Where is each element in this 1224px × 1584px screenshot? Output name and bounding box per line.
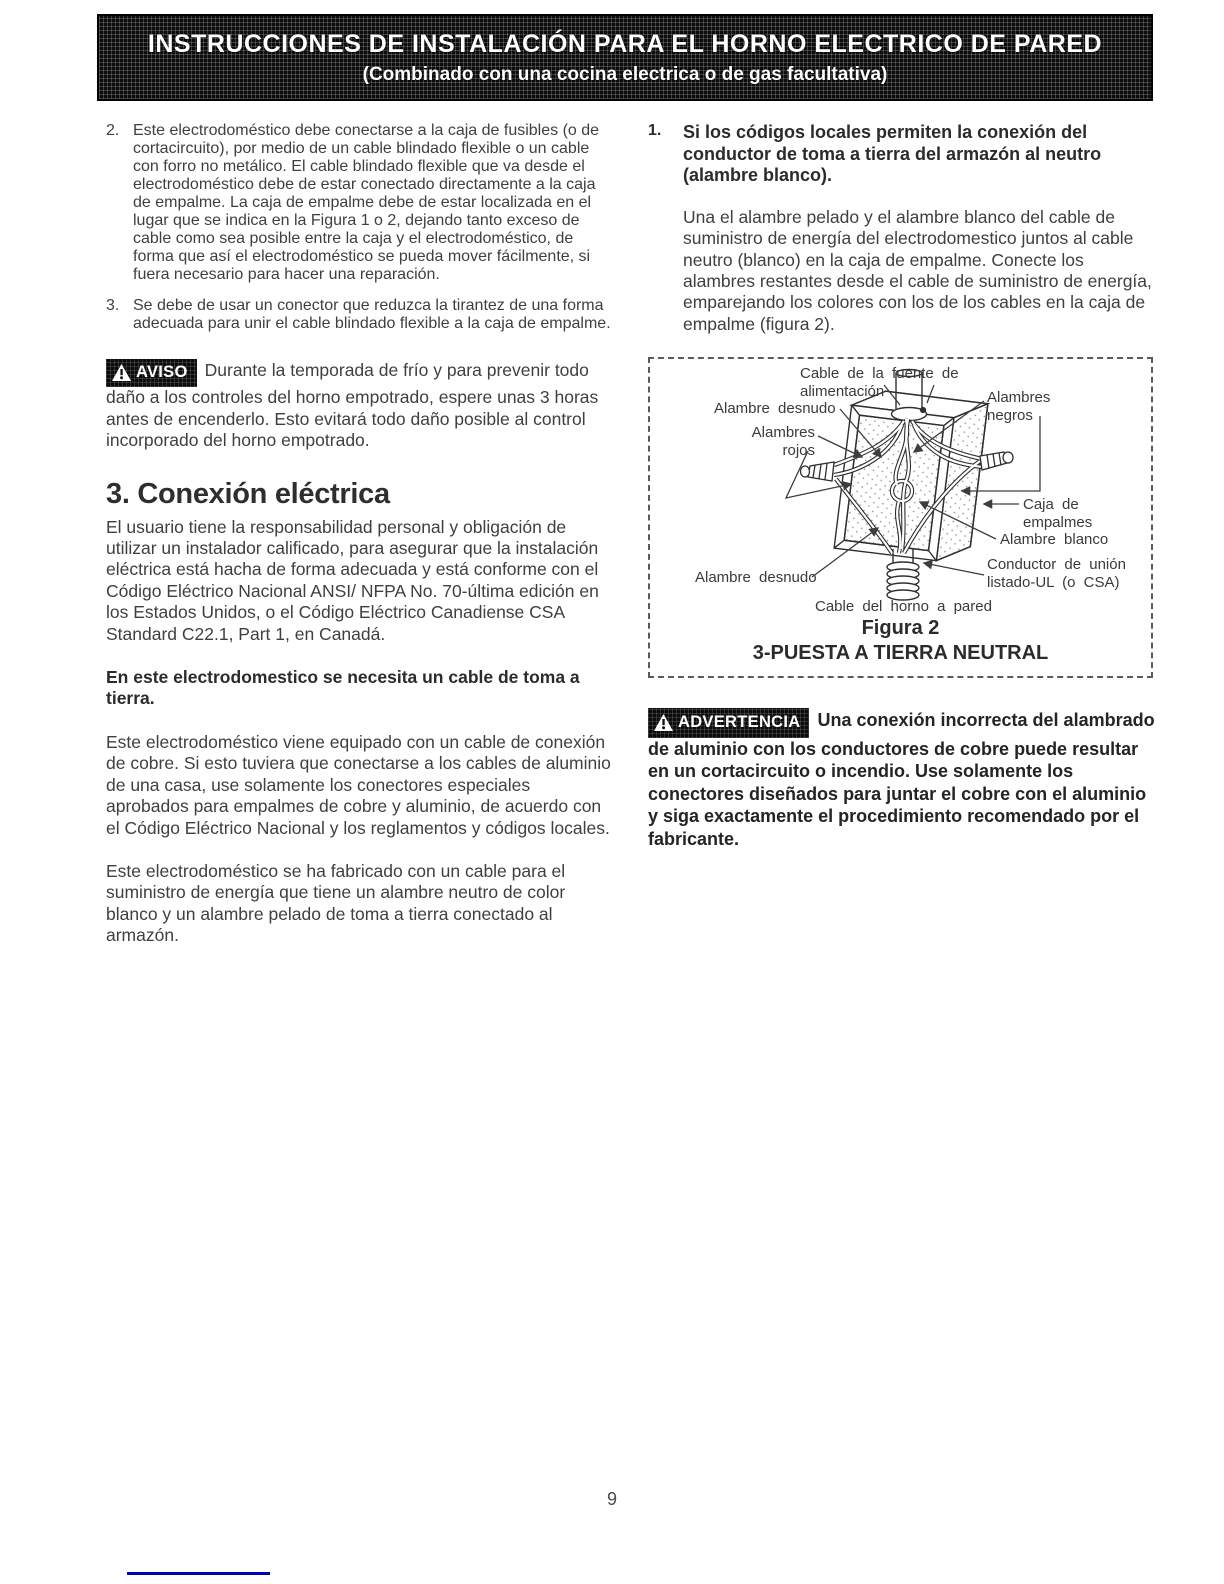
wire-nut-left [801, 462, 835, 481]
electrical-connection-paragraph: El usuario tiene la responsabilidad personal y obligación de utilizar un instalador calificado, para asegurar que la instalación eléctrica está hacha de forma adecuada y está conforme con el Código Eléctrico Nacional ANSI/ NFPA No. 70-última edición en los Estados Unidos, o el Código Eléctrico Canadiense CSA Standard C22.1, Part 1, en Canadá. [106, 516, 599, 644]
right-column [648, 122, 1155, 850]
warning-triangle-icon [112, 364, 131, 381]
page-number: 9 [606, 1489, 617, 1509]
neutral-connection-paragraph: Una el alambre pelado y el alambre blanco del cable de suministro de energía del electrodomestico juntos al cable neutro (blanco) en la caja de empalme. Conecte los alambres restantes desde el cable de suministro de energía, emparejando los colores con los de los cables en la caja de empalme (figura 2). [683, 206, 1152, 334]
aviso-badge-label: AVISO [136, 363, 188, 381]
neutral-wire-paragraph: Este electrodoméstico se ha fabricado con un cable para el suministro de energía que tiene un alambre neutro de color blanco y un alambre pelado de toma a tierra conectado al armazón. [106, 860, 566, 946]
advertencia-text: Una conexión incorrecta del alambrado de aluminio con los conductores de cobre puede resultar en un cortacircuito o incendio. Use solamente los conectores diseñados para juntar el cobre con el aluminio y siga exactamente el procedimiento recomendado por el fabricante. [648, 709, 1155, 849]
footer-accent-line [127, 1572, 270, 1575]
figure-label-junction-box: Caja de empalmes [1023, 496, 1093, 531]
figure-label-bare-wire-bottom: Alambre desnudo [695, 569, 817, 587]
list-item-3-text: Se debe de usar un conector que reduzca la tirantez de una forma adecuada para unir el cable blindado flexible a la caja de empalme. [133, 297, 611, 332]
wire-nut-right [980, 452, 1013, 470]
aviso-text: Durante la temporada de frío y para prevenir todo daño a los controles del horno empotrado, espere unas 3 horas antes de encenderlo. Esto evitará todo daño posible al control incorporado del horno empotrado. [106, 360, 599, 451]
figure-label-white-wire: Alambre blanco [1000, 531, 1109, 549]
figure-2-box [648, 357, 1153, 678]
advertencia-paragraph [648, 708, 1155, 850]
figure-label-black-wires: Alambres negros [987, 389, 1051, 424]
list-item-2-number: 2. [106, 122, 120, 139]
figure-label-bare-wire-top: Alambre desnudo [714, 400, 836, 418]
figure-label-bonding-conductor: Conductor de unión listado-UL (o CSA) [987, 556, 1126, 591]
page-title: INSTRUCCIONES DE INSTALACIÓN PARA EL HORNO ELECTRICO DE PARED [147, 29, 1103, 58]
figure-label-red-wires: Alambres rojos [751, 424, 815, 459]
section-title: 3. Conexión eléctrica [106, 477, 390, 510]
list-item-2 [106, 122, 616, 284]
list-item-1 [648, 122, 1155, 187]
ground-cable-subhead: En este electrodomestico se necesita un cable de toma a tierra. [106, 667, 580, 709]
list-item-1-number: 1. [648, 122, 662, 139]
figure-caption-line2: 3-PUESTA A TIERRA NEUTRAL [752, 642, 1049, 665]
advertencia-badge-label: ADVERTENCIA [678, 713, 801, 732]
aviso-badge [106, 359, 197, 387]
figure-label-oven-cable: Cable del horno a pared [815, 598, 992, 616]
list-item-2-text: Este electrodoméstico debe conectarse a la caja de fusibles (o de cortacircuito), por medio de un cable blindado flexible o un cable con forro no metálico. El cable blindado flexible que va desde el electrodoméstico debe de estar conectado directamente a la caja de empalme. La caja de empalme debe de estar localizada en el lugar que se indica en la Figura 1 o 2, dejando tanto exceso de cable como sea posible entre la caja y el electrodoméstico, de forma que así el electrodoméstico se pueda mover fácilmente, si fuera necesario para hacer una reparación. [133, 122, 600, 283]
list-item-3 [106, 297, 616, 333]
copper-cable-paragraph: Este electrodoméstico viene equipado con un cable de conexión de cobre. Si esto tuviera que conectarse a los cables de aluminio de una casa, use solamente los conectores especiales aprobados para empalmes de cobre y aluminio, de acuerdo con el Código Eléctrico Nacional y los reglamentos y códigos locales. [106, 731, 611, 838]
list-item-1-text: Si los códigos locales permiten la conexión del conductor de toma a tierra del armazón al neutro (alambre blanco). [683, 122, 1102, 186]
warning-triangle-icon [654, 714, 673, 731]
aviso-paragraph [106, 359, 616, 452]
figure-caption-line1: Figura 2 [861, 617, 940, 640]
page-subtitle: (Combinado con una cocina electrica o de gas facultativa) [362, 63, 888, 85]
list-item-3-number: 3. [106, 297, 120, 314]
header-banner [97, 14, 1153, 101]
advertencia-badge [648, 708, 809, 738]
figure-label-power-cable: Cable de la fuente de alimentación [800, 365, 959, 400]
left-column [106, 122, 616, 947]
